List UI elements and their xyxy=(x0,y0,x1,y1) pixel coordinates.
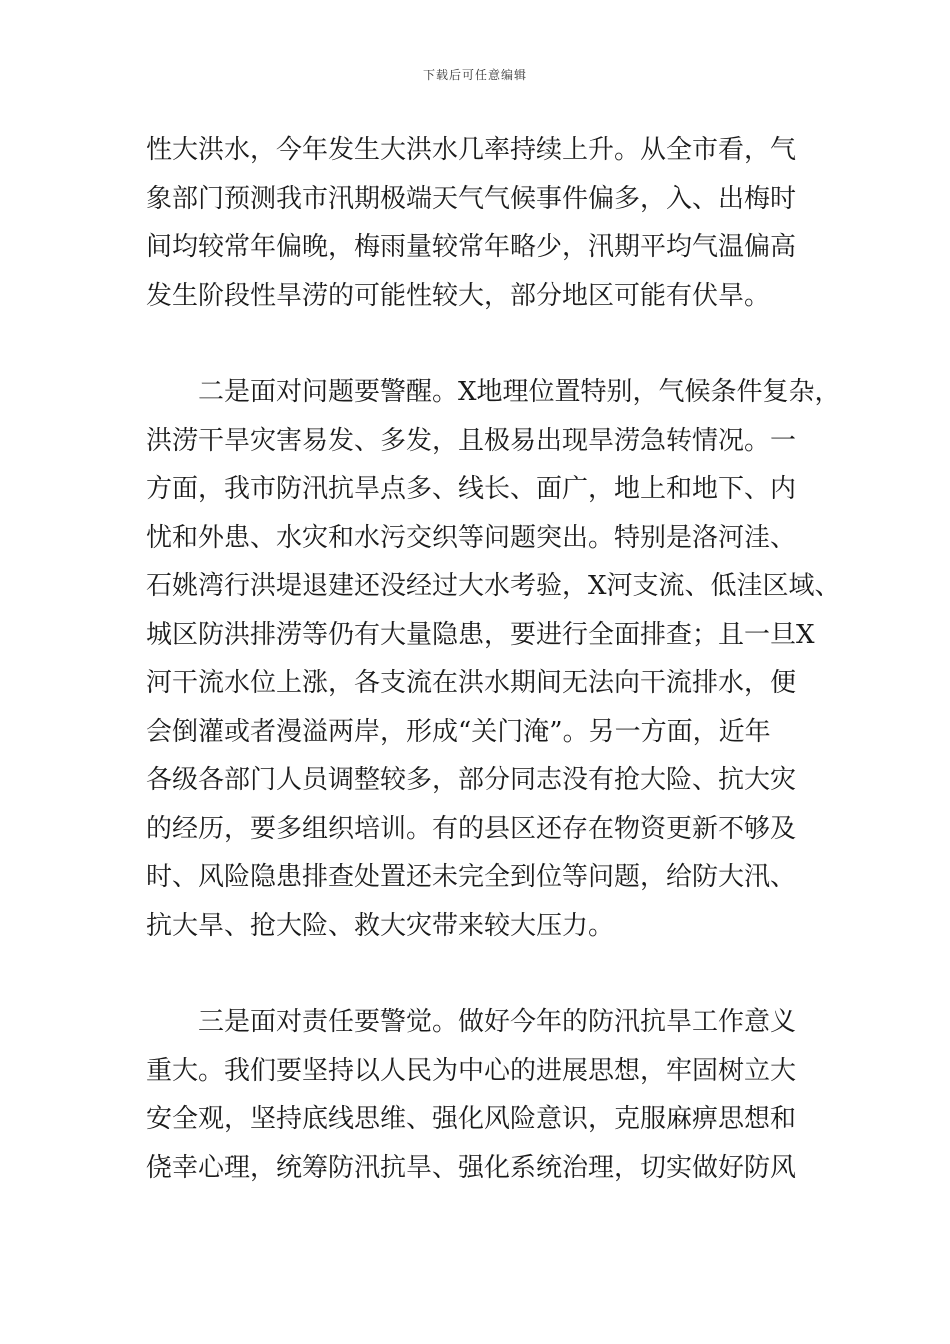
paragraph-line: 抗大旱、抢大险、救大灾带来较大压力。 xyxy=(146,910,615,941)
paragraph-line: 二是面对问题要警醒。X地理位置特别，气候条件复杂， xyxy=(198,377,841,407)
paragraph-1 xyxy=(146,126,846,320)
paragraph-line: 石姚湾行洪堤退建还没经过大水考验，X河支流、低洼区域、 xyxy=(146,571,841,601)
paragraph-line: 间均较常年偏晚，梅雨量较常年略少，汛期平均气温偏高 xyxy=(146,232,797,262)
paragraph-line: 河干流水位上涨，各支流在洪水期间无法向干流排水，便 xyxy=(146,668,797,698)
paragraph-line: 时、风险隐患排查处置还未完全到位等问题，给防大汛、 xyxy=(146,862,797,892)
paragraph-line: 发生阶段性旱涝的可能性较大，部分地区可能有伏旱。 xyxy=(146,280,771,311)
paragraph-line: 会倒灌或者漫溢两岸，形成“关门淹”。另一方面，近年 xyxy=(146,716,771,747)
paragraph-line: 三是面对责任要警觉。做好今年的防汛抗旱工作意义 xyxy=(198,1007,797,1037)
paragraph-3 xyxy=(146,998,846,1192)
paragraph-2 xyxy=(146,368,846,950)
paragraph-line: 性大洪水，今年发生大洪水几率持续上升。从全市看，气 xyxy=(146,135,797,165)
paragraph-line: 方面，我市防汛抗旱点多、线长、面广，地上和地下、内 xyxy=(146,474,797,504)
body-text xyxy=(146,126,846,1240)
paragraph-line: 重大。我们要坚持以人民为中心的进展思想，牢固树立大 xyxy=(146,1055,797,1086)
paragraph-line: 象部门预测我市汛期极端天气气候事件偏多，入、出梅时 xyxy=(146,183,797,214)
paragraph-line: 安全观，坚持底线思维、强化风险意识，克服麻痹思想和 xyxy=(146,1104,797,1134)
paragraph-line: 洪涝干旱灾害易发、多发，且极易出现旱涝急转情况。一 xyxy=(146,425,797,456)
paragraph-line: 各级各部门人员调整较多，部分同志没有抢大险、抗大灾 xyxy=(146,765,797,795)
paragraph-line: 忧和外患、水灾和水污交织等问题突出。特别是洛河洼、 xyxy=(146,522,797,553)
paragraph-line: 侥幸心理，统筹防汛抗旱、强化系统治理，切实做好防风 xyxy=(146,1152,797,1183)
paragraph-line: 的经历，要多组织培训。有的县区还存在物资更新不够及 xyxy=(146,813,797,844)
paragraph-line: 城区防洪排涝等仍有大量隐患，要进行全面排查；且一旦X xyxy=(146,619,815,650)
header-note: 下载后可任意编辑 xyxy=(422,68,527,82)
